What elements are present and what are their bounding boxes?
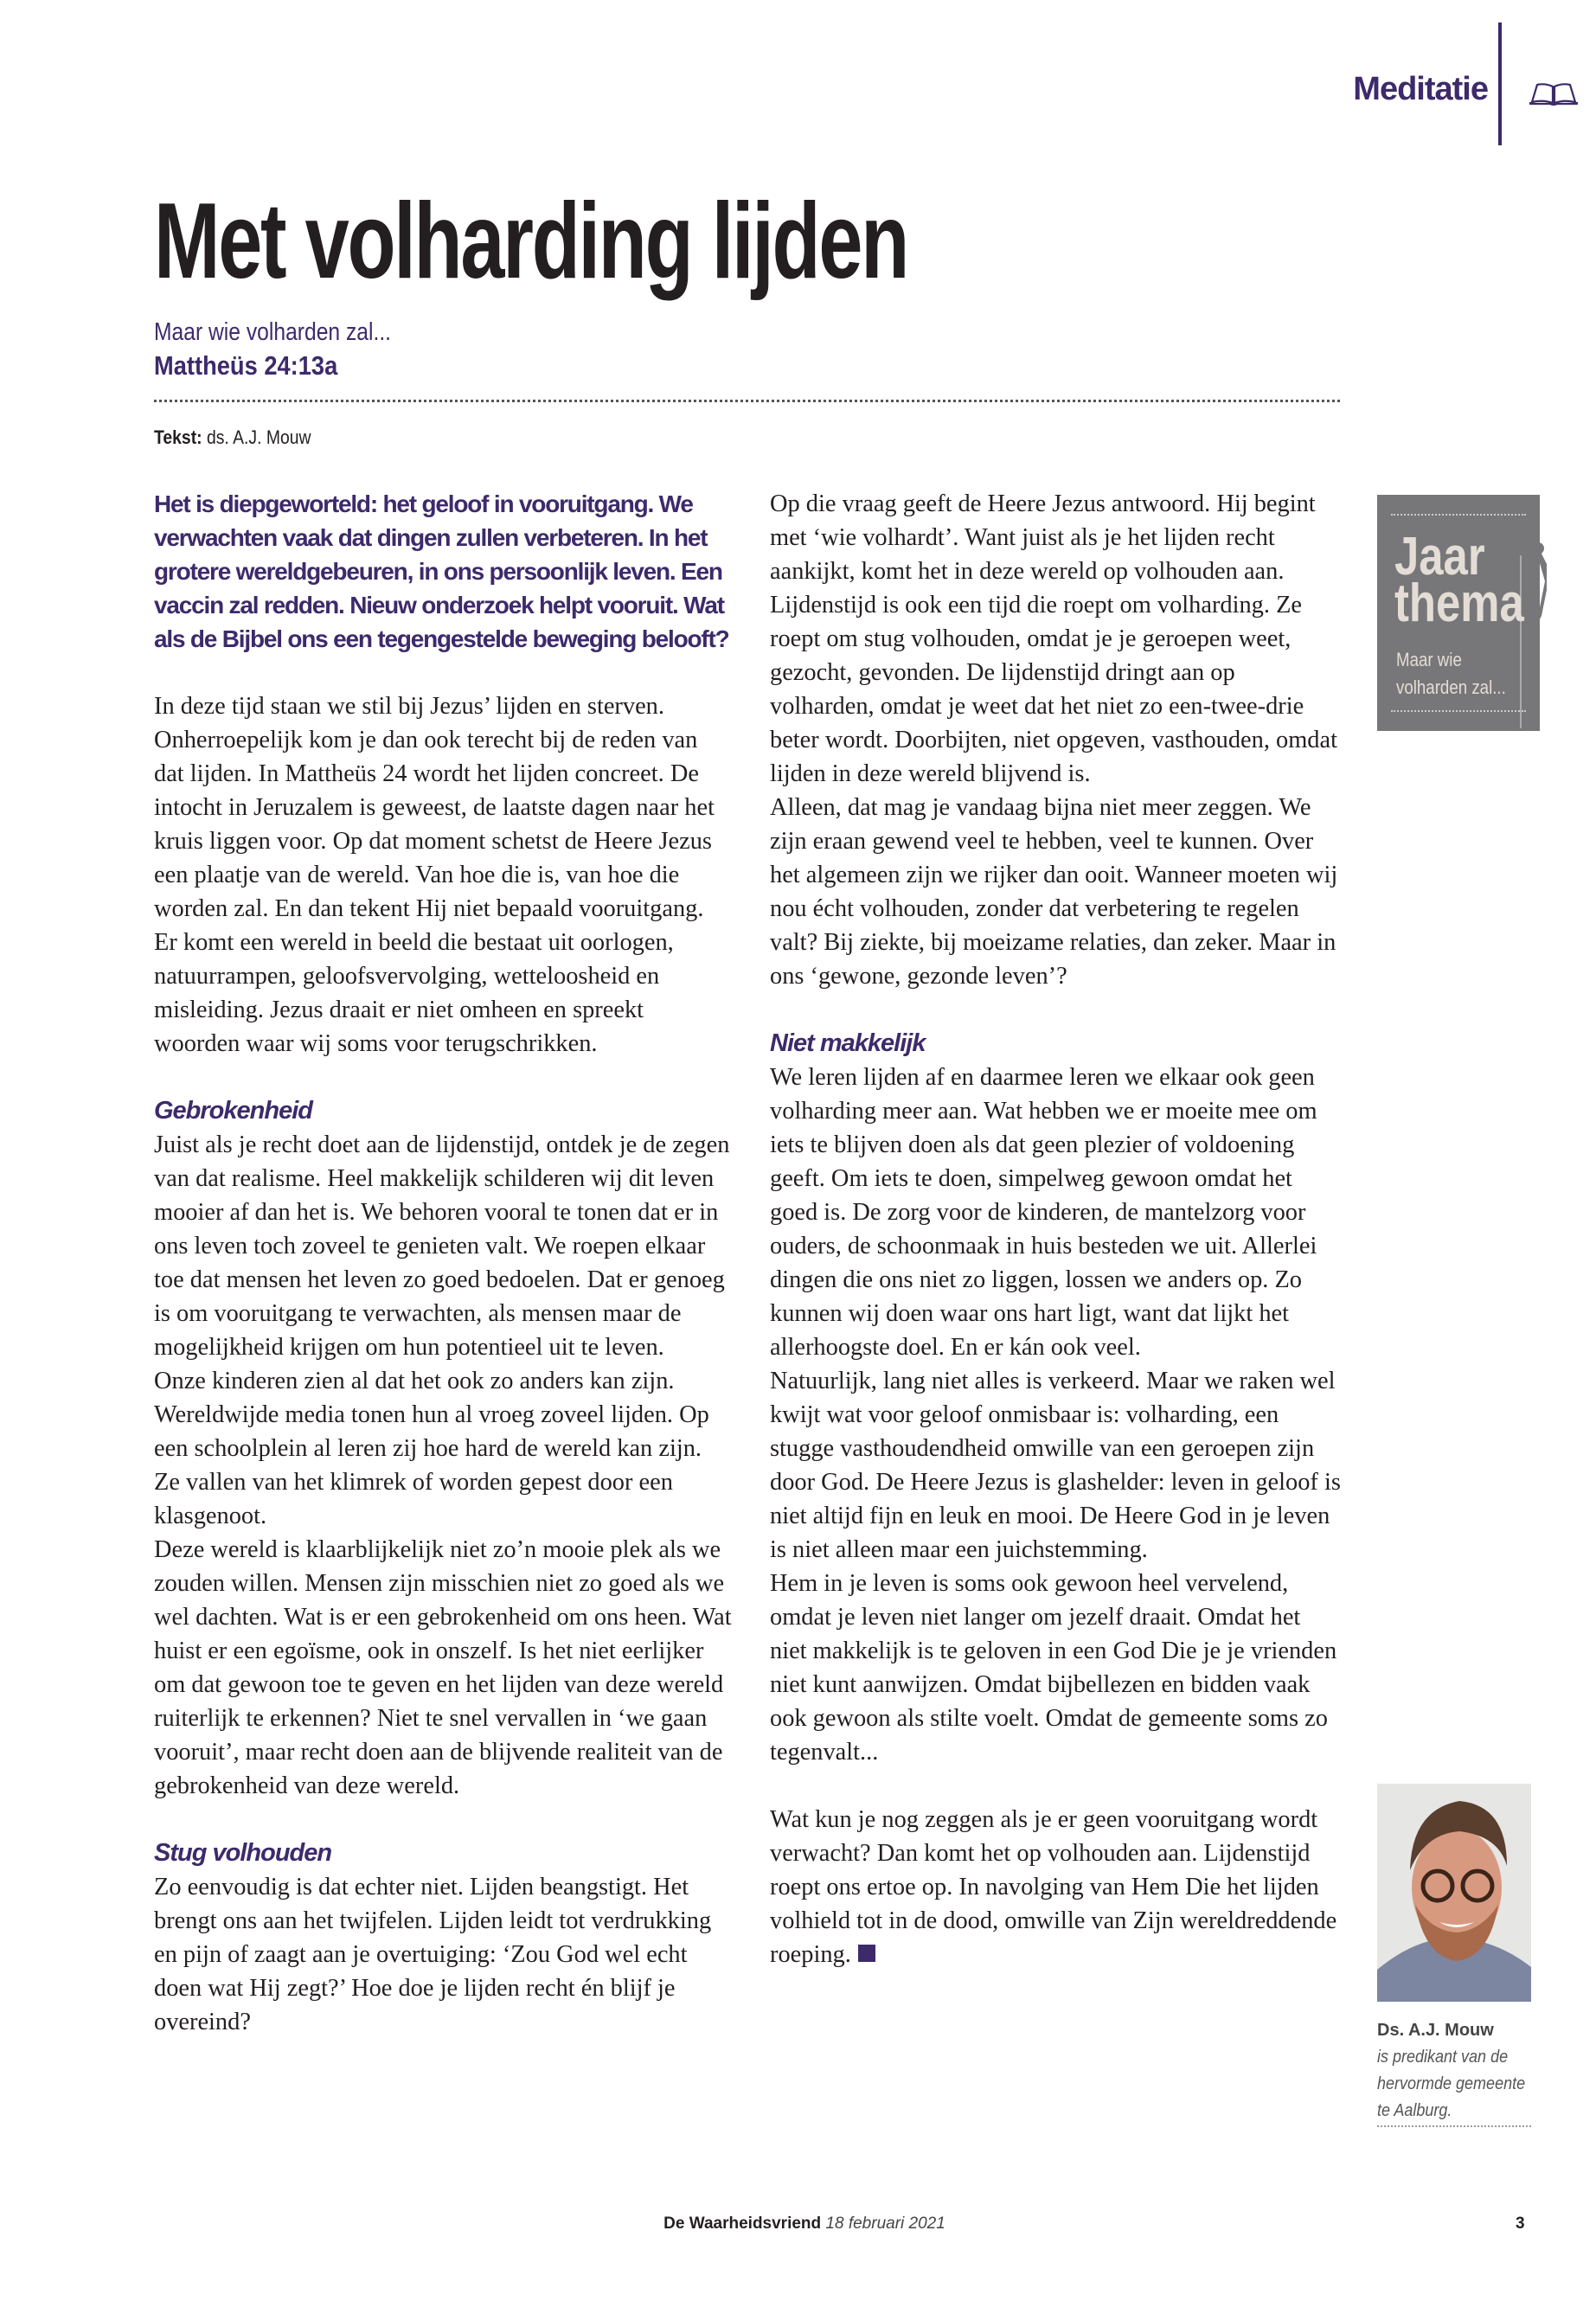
paragraph: Zo eenvoudig is dat echter niet. Lijden beangstigt. Het brengt ons aan het twijfelen. Lijden leidt tot verdrukking en pijn of zaagt aan je overtuiging: ‘Zou God wel echt doen wat Hij zegt?’ Hoe doe je lijden recht én blijf je overeind? (154, 1874, 712, 2035)
paragraph: Op die vraag geeft de Heere Jezus antwoord. Hij begint met ‘wie volhardt’. Want juist als je het lijden recht aankijkt, komt het in deze wereld op volhouden aan. Lijdenstijd is ook een tijd die roept om volharding. Ze roept om stug volhouden, omdat je je geroepen weet, gezocht, gevonden. De lijdenstijd dringt aan op volharden, omdat je weet dat het niet zo een-twee-drie beter wordt. Doorbijten, niet opgeven, vasthouden, omdat lijden in deze wereld blijvend is. (770, 490, 1337, 787)
end-mark-icon (858, 1945, 875, 1962)
section-label: Meditatie (1353, 71, 1488, 107)
author-caption (1377, 2017, 1531, 2125)
divider (1377, 2125, 1531, 2127)
theme-sub-2: volharden zal... (1396, 676, 1506, 698)
book-icon (1529, 81, 1578, 106)
paragraph: Juist als je recht doet aan de lijdenstijd, ontdek je de zegen van dat realisme. Heel makkelijk schilderen wij dit leven mooier af dan het is. We behoren vooral te tonen dat er in ons leven toch zoveel te genieten valt. We roepen elkaar toe dat mensen het leven zo goed bedoelen. Dat er genoeg is om vooruitgang te verwachten, als mensen maar de mogelijkheid krijgen om hun potentieel uit te leven. (154, 1131, 730, 1361)
byline-name: ds. A.J. Mouw (206, 426, 311, 448)
byline-label: Tekst: (154, 426, 202, 448)
author-bio: is predikant van de (1377, 2048, 1509, 2067)
subheading: Gebrokenheid (154, 1097, 312, 1125)
footer (519, 2214, 1090, 2234)
issue-date: 18 februari 2021 (825, 2214, 945, 2233)
author-name: Ds. A.J. Mouw (1377, 2021, 1494, 2040)
divider (154, 400, 1340, 402)
closing-paragraph (770, 1803, 1343, 1971)
author-bio: hervormde gemeente (1377, 2074, 1526, 2093)
column-1 (154, 487, 732, 2039)
article-title: Met volharding lijden (154, 182, 908, 301)
year-theme-badge (1377, 495, 1543, 731)
paragraph: Alleen, dat mag je vandaag bijna niet meer zeggen. We zijn eraan gewend veel te hebben, veel te kunnen. Over het algemeen zijn we rijker dan ooit. Wanneer moeten wij nou écht volhouden, zonder dat verbetering te regelen valt? Bij ziekte, bij moeizame relaties, dan zeker. Maar in ons ‘gewone, gezonde leven’? (770, 794, 1338, 990)
header-divider (1498, 22, 1502, 145)
author-photo (1377, 1784, 1531, 2002)
paragraph: Onze kinderen zien al dat het ook zo anders kan zijn. Wereldwijde media tonen hun al vroeg zoveel lijden. Op een schoolplein al leren zij hoe hard de wereld kan zijn. Ze vallen van het klimrek of worden gepest door een klasgenoot. (154, 1368, 709, 1529)
paragraph: Hem in je leven is soms ook gewoon heel vervelend, omdat je leven niet langer om jezelf draait. Omdat het niet makkelijk is te geloven in een God Die je je vrienden niet kunt aanwijzen. Omdat bijbellezen en bidden vaak ook gewoon als stilte voelt. Omdat de gemeente soms zo tegenvalt... (770, 1570, 1337, 1766)
closing-text: Wat kun je nog zeggen als je er geen vooruitgang wordt verwacht? Dan komt het op volhouden aan. Lijdenstijd roept ons ertoe op. In navolging van Hem Die het lijden volhield tot in de dood, omwille van Zijn wereldreddende roeping. (770, 1806, 1337, 1968)
byline (154, 426, 311, 449)
theme-line-1: Jaar (1394, 527, 1485, 586)
lead-paragraph: Het is diepgeworteld: het geloof in vooruitgang. We verwachten vaak dat dingen zullen verbeteren. In het grotere wereldgebeuren, in ons persoonlijk leven. Een vaccin zal redden. Nieuw onderzoek helpt vooruit. Wat als de Bijbel ons een tegengestelde beweging belooft? (154, 490, 729, 652)
page-number: 3 (1516, 2214, 1525, 2233)
publication-name: De Waarheidsvriend (663, 2214, 822, 2233)
paragraph: Deze wereld is klaarblijkelijk niet zo’n mooie plek als we zouden willen. Mensen zijn misschien niet zo goed als we wel dachten. Wat is er een gebrokenheid om ons heen. Wat huist er een egoïsme, ook in onszelf. Is het niet eerlijker om dat gewoon toe te geven en het lijden van deze wereld ruiterlijk te erkennen? Niet te snel vervallen in ‘we gaan vooruit’, maar recht doen aan de blijvende realiteit van de gebrokenheid van deze wereld. (154, 1536, 732, 1799)
column-2 (770, 487, 1343, 1971)
bible-reference: Mattheüs 24:13a (154, 350, 338, 381)
author-bio: te Aalburg. (1377, 2101, 1452, 2120)
theme-sub-1: Maar wie (1396, 649, 1462, 670)
article-subtitle: Maar wie volharden zal... (154, 318, 392, 346)
subheading: Stug volhouden (154, 1839, 332, 1867)
subheading: Niet makkelijk (770, 1029, 926, 1057)
paragraph: In deze tijd staan we stil bij Jezus’ lijden en sterven. Onherroepelijk kom je dan ook terecht bij de reden van dat lijden. In Mattheüs 24 wordt het lijden concreet. De intocht in Jeruzalem is geweest, de laatste dagen naar het kruis liggen voor. Op dat moment schetst de Heere Jezus een plaatje van de wereld. Van hoe die is, van hoe die worden zal. En dan tekent Hij niet bepaald vooruitgang. Er komt een wereld in beeld die bestaat uit oorlogen, natuurrampen, geloofsvervolging, wetteloosheid en misleiding. Jezus draait er niet omheen en spreekt woorden waar wij soms voor terugschrikken. (154, 693, 715, 1057)
climber-icon (1507, 495, 1547, 731)
paragraph: We leren lijden af en daarmee leren we elkaar ook geen volharding meer aan. Wat hebben we er moeite mee om iets te blijven doen als dat geen plezier of voldoening geeft. Om iets te doen, simpelweg gewoon omdat het goed is. De zorg voor de kinderen, de mantelzorg voor ouders, de schoonmaak in huis besteden we uit. Allerlei dingen die ons niet zo liggen, lossen we anders op. Zo kunnen wij doen waar ons hart ligt, want dat lijkt het allerhoogste doel. En er kán ook veel. (770, 1064, 1317, 1361)
paragraph: Natuurlijk, lang niet alles is verkeerd. Maar we raken wel kwijt wat voor geloof onmisbaar is: volharding, een stugge vasthoudendheid omwille van een geroepen zijn door God. De Heere Jezus is glashelder: leven in geloof is niet altijd fijn en leuk en mooi. De Heere God in je leven is niet alleen maar een juichstemming. (770, 1368, 1341, 1563)
theme-line-2: thema (1394, 574, 1524, 633)
